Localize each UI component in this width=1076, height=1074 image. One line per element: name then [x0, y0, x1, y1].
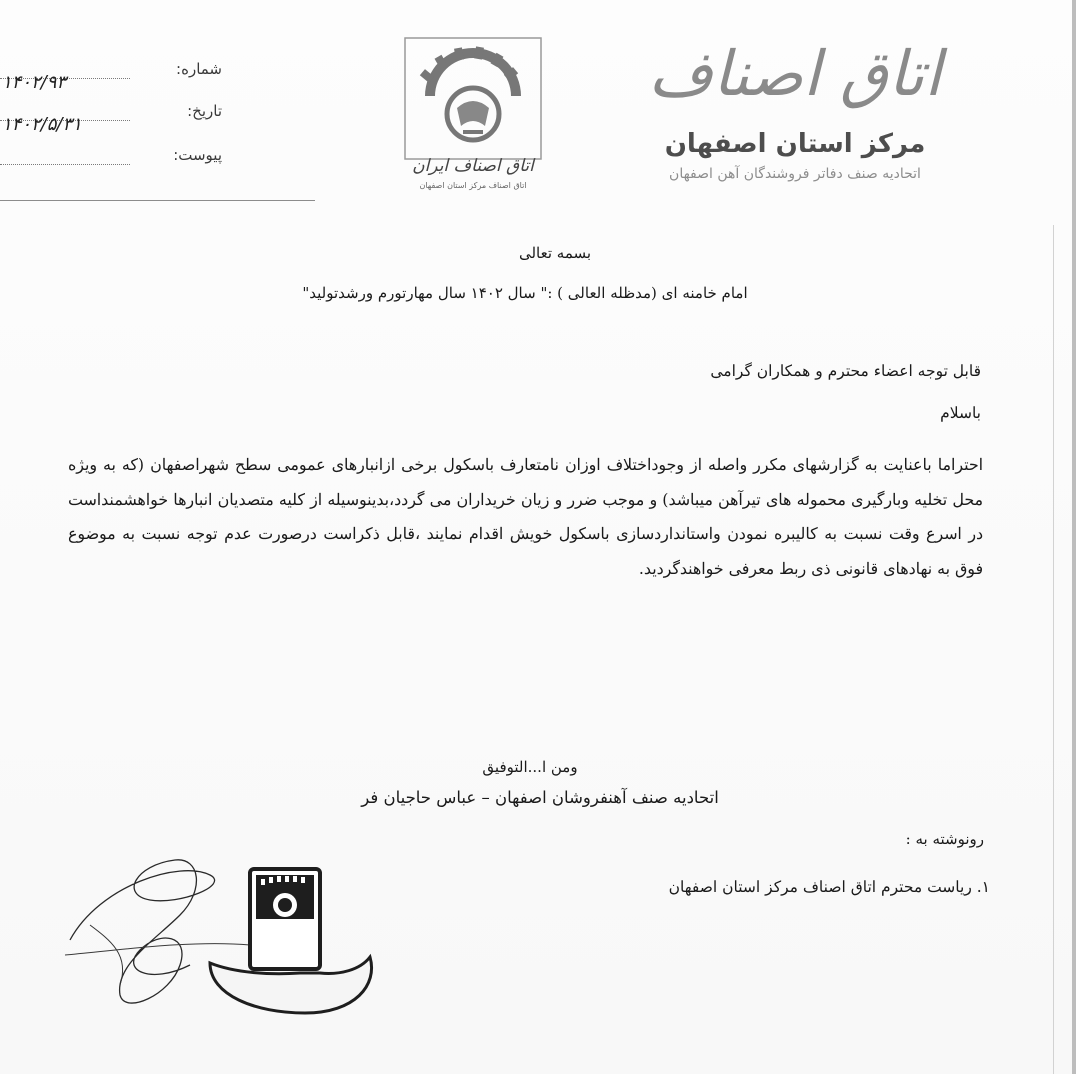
addressee: قابل توجه اعضاء محترم و همکاران گرامی — [710, 362, 981, 380]
brand-name: اتاق اصناف — [648, 37, 942, 110]
fold-line — [1053, 225, 1054, 1074]
stamp-icon — [60, 845, 390, 1020]
guild-emblem — [393, 36, 553, 201]
date-row — [0, 102, 320, 135]
page-edge — [1072, 0, 1076, 1074]
greeting: باسلام — [940, 404, 981, 422]
signer: اتحادیه صنف آهنفروشان اصفهان – عباس حاجیان فر — [361, 788, 719, 807]
brand-union: اتحادیه صنف دفاتر فروشندگان آهن اصفهان — [669, 166, 921, 182]
header-divider — [0, 200, 315, 201]
cc-item: ۱. ریاست محترم اتاق اصناف مرکز استان اصفهان — [668, 878, 990, 896]
brand-center: مرکز استان اصفهان — [664, 129, 926, 159]
attachment-line — [0, 164, 130, 165]
salutation: بسمه تعالی — [518, 244, 592, 262]
number-row — [0, 60, 320, 93]
year-slogan: امام خامنه ای (مدظله العالی ) :" سال ۱۴۰۲ سال مهارتورم ورشدتولید" — [302, 284, 748, 302]
gear-emblem-icon — [393, 36, 553, 161]
closing-phrase: ومن ا...التوفیق — [482, 758, 578, 776]
number-value: ۱۴۰۲/۹۳ — [2, 72, 67, 93]
cc-label: رونوشته به : — [905, 830, 984, 848]
number-label: شماره: — [176, 60, 222, 78]
date-label: تاریخ: — [187, 102, 222, 120]
emblem-caption: اتاق اصناف ایران — [412, 156, 534, 176]
attachment-label: پیوست: — [173, 146, 222, 164]
letterhead-brand — [605, 20, 985, 220]
emblem-subcaption: اتاق اصناف مرکز استان اصفهان — [419, 181, 527, 190]
number-line — [0, 72, 130, 93]
date-line — [0, 114, 130, 135]
letter-metadata — [0, 60, 320, 210]
letter-body: احتراما باعنایت به گزارشهای مکرر واصله از وجوداختلاف اوزان نامتعارف باسکول برخی ازانبارهای عمومی سطح شهراصفهان (که به ویژه محل تخلیه وبارگیری محموله های تیرآهن میباشد) و موجب ضرر و زیان خریداران می گردد،بدینوسیله از کلیه متصدیان انبارها خواهشمنداست در اسرع وقت نسبت به کالیبره نمودن واستانداردسازی باسکول خویش اقدام نمایند ،قابل ذکراست درصورت عدم توجه نسبت به موضوع فوق به نهادهای قانونی ذی ربط معرفی خواهندگردید. — [68, 455, 983, 578]
stamp-and-signature — [60, 845, 390, 1020]
attachment-row — [0, 146, 320, 176]
date-value: ۱۴۰۲/۵/۳۱ — [2, 114, 82, 135]
